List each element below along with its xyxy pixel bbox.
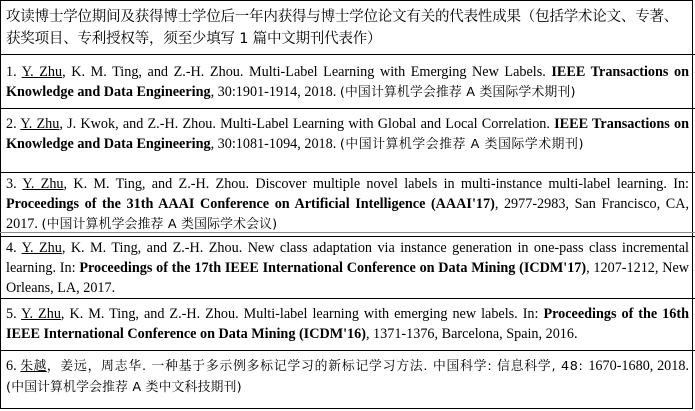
- entry-details: , 1371-1376, Barcelona, Spain, 2016.: [365, 326, 578, 342]
- entry-venue: Proceedings of the 31th AAAI Conference on Artificial Intelligence (AAAI'17): [6, 196, 495, 212]
- entry-citation: ，姜远，周志华. 一种基于多示例多标记学习的新标记学习方法. 中国科学: 信息科学, 48:: [46, 359, 589, 374]
- section-header: 攻读博士学位期间及获得博士学位后一年内获得与博士学位论文有关的代表性成果（包括学术论文、专著、获奖项目、专利授权等，须至少填写 1 篇中文期刊代表作）: [6, 9, 679, 47]
- publication-entry-3: [6, 174, 689, 235]
- divider: [0, 232, 695, 233]
- divider: [0, 298, 695, 299]
- entry-details: , 2977-2983, San Francisco, CA, 2017.: [6, 196, 690, 232]
- entry-citation: , J. Kwok, and Z.-H. Zhou. Multi-Label Learning with Global and Local Correlation.: [59, 116, 555, 132]
- entry-number: 5.: [6, 306, 22, 322]
- entry-author: Y. Zhu: [21, 240, 62, 256]
- publication-entry-2: [6, 114, 689, 155]
- divider: [0, 54, 695, 55]
- entry-author: 朱越: [20, 359, 47, 374]
- entry-venue: IEEE Transactions on Knowledge and Data Engineering: [6, 64, 689, 100]
- entry-rank-note: (中国计算机学会推荐 A 类国际学术会议): [41, 217, 278, 232]
- entry-venue: Proceedings of the 16th IEEE International Conference on Data Mining (ICDM'16): [6, 306, 689, 342]
- entry-rank-note: (中国计算机学会推荐 A 类国际学术期刊): [339, 85, 576, 100]
- entry-citation: , K. M. Ting, and Z.-H. Zhou. Discover multiple novel labels in multi-instance multi-label learning. In:: [63, 176, 689, 192]
- entry-venue: IEEE Transactions on Knowledge and Data Engineering: [6, 116, 689, 152]
- divider: [0, 108, 695, 109]
- publication-entry-6: [6, 356, 689, 398]
- entry-details: , 1207-1212, New Orleans, LA, 2017.: [6, 260, 689, 296]
- entry-citation: , K. M. Ting, and Z.-H. Zhou. Multi-Label Learning with Emerging New Labels.: [62, 64, 552, 80]
- entry-citation: , K. M. Ting, and Z.-H. Zhou. New class adaptation via instance generation in one-pass class incremental learning. In:: [6, 240, 689, 276]
- entry-author: Y. Zhu: [21, 306, 61, 322]
- publication-entry-1: [6, 62, 689, 103]
- entry-number: 1.: [6, 64, 22, 80]
- entry-number: 4.: [6, 240, 22, 256]
- entry-author: Y. Zhu: [20, 116, 60, 132]
- entry-number: 2.: [6, 116, 21, 132]
- entry-details: 1670-1680, 2018.: [588, 358, 690, 374]
- entry-number: 6.: [6, 358, 21, 374]
- publication-entry-4: [6, 238, 689, 298]
- divider: [0, 172, 695, 173]
- entry-rank-note: (中国计算机学会推荐 A 类国际学术期刊): [339, 137, 585, 152]
- entry-details: , 30:1081-1094, 2018.: [210, 136, 340, 152]
- divider: [0, 350, 695, 351]
- entry-details: , 30:1901-1914, 2018.: [210, 84, 340, 100]
- entry-author: Y. Zhu: [22, 176, 64, 192]
- entry-number: 3.: [6, 176, 23, 192]
- publication-entry-5: [6, 304, 689, 344]
- entry-citation: , K. M. Ting, and Z.-H. Zhou. Multi-label learning with emerging new labels. In:: [60, 306, 544, 322]
- entry-author: Y. Zhu: [21, 64, 63, 80]
- entry-venue: Proceedings of the 17th IEEE International Conference on Data Mining (ICDM'17): [79, 260, 587, 276]
- entry-rank-note: (中国计算机学会推荐 A 类中文科技期刊): [6, 380, 242, 395]
- divider: [0, 236, 695, 237]
